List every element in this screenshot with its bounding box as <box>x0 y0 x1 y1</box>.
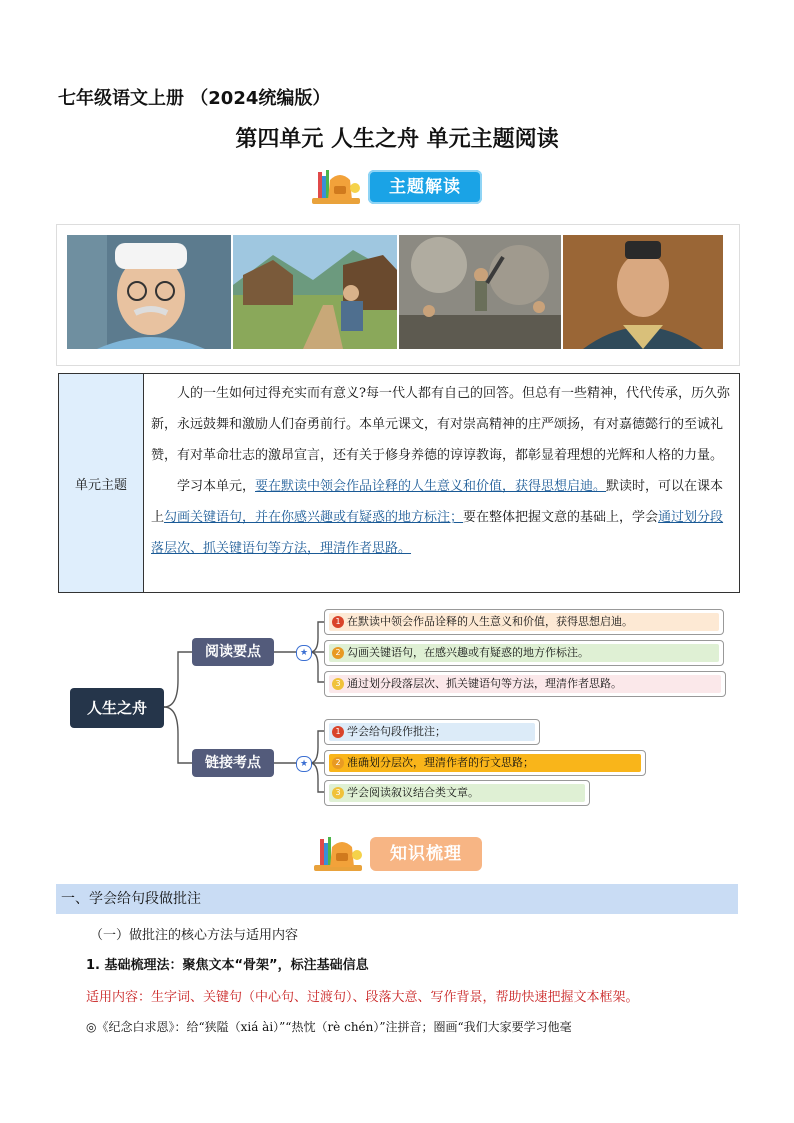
mindmap-leaf <box>324 780 590 806</box>
leaf-fill-e2 <box>329 754 641 772</box>
unit-theme-table <box>58 373 740 593</box>
leaf-text: 准确划分层次，理清作者的行文思路； <box>347 756 534 769</box>
mindmap-leaf <box>324 719 540 745</box>
applicable-content: 适用内容：生字词、关键句（中心句、过渡句）、段落大意、写作背景，帮助快速把握文本框架。 <box>86 990 639 1005</box>
theme-text-cell <box>151 378 731 564</box>
theme-text: 默读时，可以在课本上 <box>151 479 724 525</box>
theme-text: 要在整体把握文意的基础上，学会 <box>463 510 659 525</box>
number-badge: 3 <box>332 678 344 690</box>
knowledge-banner-label: 知识梳理 <box>370 837 482 871</box>
number-badge: 1 <box>332 726 344 738</box>
battle-illustration <box>399 235 561 349</box>
scholar-illustration <box>563 235 723 349</box>
mindmap-branch-reading: 阅读要点 <box>192 638 274 666</box>
theme-label: 单元主题 <box>74 478 127 493</box>
subsection-heading: （一）做批注的核心方法与适用内容 <box>90 928 299 943</box>
section-heading: 一、学会给句段做批注 <box>56 884 738 914</box>
theme-highlight: 通过划分段落层次、抓关键语句等方法，理清作者思路。 <box>151 510 724 556</box>
backpack-icon <box>312 835 364 875</box>
doctor-illustration <box>67 235 231 349</box>
number-badge: 2 <box>332 757 344 769</box>
star-icon: ★ <box>296 645 312 661</box>
village-illustration <box>233 235 397 349</box>
doc-subtitle: 七年级语文上册 （2024统编版） <box>58 88 331 109</box>
star-icon: ★ <box>296 756 312 772</box>
theme-highlight: 要在默读中领会作品诠释的人生意义和价值，获得思想启迪。 <box>255 479 607 494</box>
illustration-strip <box>56 224 740 366</box>
mindmap-leaf <box>324 609 724 635</box>
leaf-fill-e1 <box>329 723 535 741</box>
leaf-text: 学会给句段作批注； <box>347 725 446 738</box>
number-badge: 3 <box>332 787 344 799</box>
theme-label-cell <box>59 374 144 592</box>
leaf-fill-r2 <box>329 644 719 662</box>
mindmap-root: 人生之舟 <box>70 688 164 728</box>
number-badge: 1 <box>332 616 344 628</box>
leaf-fill-r3 <box>329 675 721 693</box>
leaf-text: 在默读中领会作品诠释的人生意义和价值，获得思想启迪。 <box>347 615 633 628</box>
leaf-text: 通过划分段落层次、抓关键语句等方法，理清作者思路。 <box>347 677 622 690</box>
method-heading: 1. 基础梳理法：聚焦文本“骨架”，标注基础信息 <box>86 958 369 973</box>
example-quote: ◎《纪念白求恩》：给“狭隘（xiá ài）”“热忱（rè chén）”注拼音；圈画“我们大家要学习他毫 <box>86 1020 572 1034</box>
leaf-text: 勾画关键语句，在感兴趣或有疑惑的地方作标注。 <box>347 646 589 659</box>
theme-highlight: 勾画关键语句，并在你感兴趣或有疑惑的地方标注； <box>164 510 464 525</box>
mindmap-leaf <box>324 671 726 697</box>
mindmap-leaf <box>324 750 646 776</box>
mindmap-leaf <box>324 640 724 666</box>
theme-banner-label: 主题解读 <box>368 170 482 204</box>
leaf-fill-r1 <box>329 613 719 631</box>
backpack-icon <box>310 168 362 208</box>
theme-banner <box>310 168 486 206</box>
leaf-fill-e3 <box>329 784 585 802</box>
theme-paragraph-1: 人的一生如何过得充实而有意义?每一代人都有自己的回答。但总有一些精神，代代传承，历久弥新，永远鼓舞和激励人们奋勇前行。本单元课文，有对崇高精神的庄严颂扬，有对嘉德懿行的至诚礼赞，有对革命壮志的激昂宣言，还有关于修身养德的谆谆教诲，都彰显着理想的光辉和人格的力量。 <box>151 386 730 463</box>
theme-text: 学习本单元， <box>177 479 256 494</box>
theme-paragraph-2 <box>151 471 731 564</box>
number-badge: 2 <box>332 647 344 659</box>
leaf-text: 学会阅读叙议结合类文章。 <box>347 786 479 799</box>
knowledge-banner <box>312 835 488 873</box>
mindmap-branch-exam: 链接考点 <box>192 749 274 777</box>
doc-title: 第四单元 人生之舟 单元主题阅读 <box>235 127 559 152</box>
